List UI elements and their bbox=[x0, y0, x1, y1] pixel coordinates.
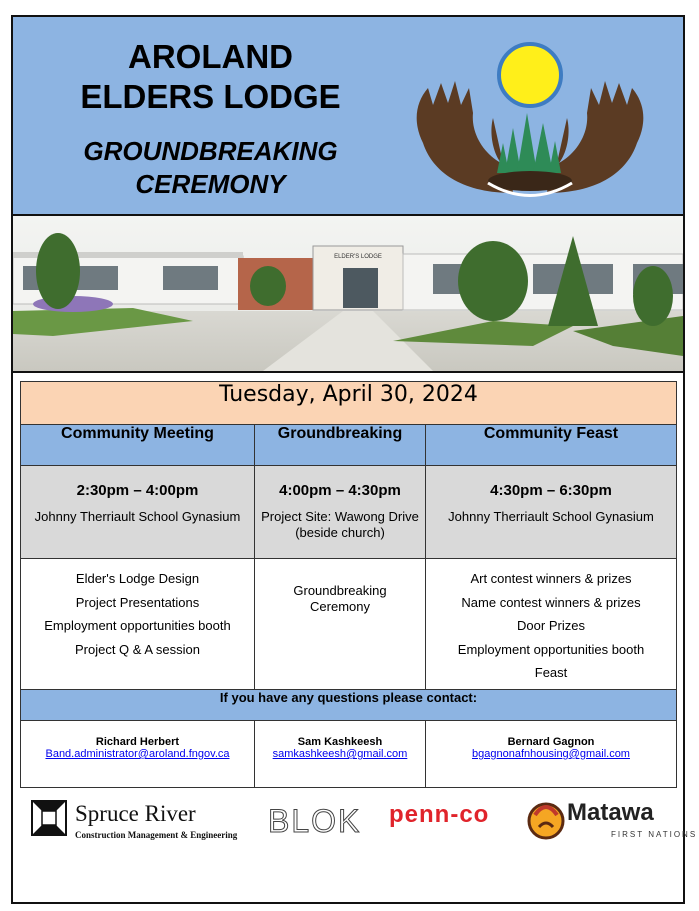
questions-heading: If you have any questions please contact: bbox=[21, 690, 677, 721]
contact-name: Bernard Gagnon bbox=[507, 736, 595, 748]
cell-feast-time bbox=[426, 466, 677, 559]
contact-name: Richard Herbert bbox=[95, 736, 180, 748]
building-rendering-image bbox=[13, 216, 683, 371]
questions-row bbox=[21, 690, 677, 721]
schedule-section bbox=[20, 381, 676, 788]
aroland-emblem-logo bbox=[393, 33, 667, 209]
sun-icon bbox=[499, 44, 561, 106]
contact-email-link[interactable]: samkashkeesh@gmail.com bbox=[272, 748, 408, 760]
spruce-river-icon bbox=[31, 800, 67, 836]
subtitle-line-1: GROUNDBREAKING bbox=[83, 136, 338, 166]
contacts-row bbox=[21, 721, 677, 788]
list-item: Project Presentations bbox=[75, 594, 200, 610]
feast-time: 4:30pm – 6:30pm bbox=[490, 482, 612, 499]
header-banner bbox=[13, 17, 683, 216]
meeting-time: 2:30pm – 4:00pm bbox=[76, 482, 199, 499]
contact-card bbox=[21, 721, 255, 788]
contact-email-link[interactable]: Band.administrator@aroland.fngov.ca bbox=[45, 748, 230, 760]
blok-name: BLOK bbox=[268, 803, 362, 839]
feast-location: Johnny Therriault School Gynasium bbox=[448, 509, 654, 524]
groundbreaking-activities bbox=[255, 559, 426, 690]
list-item: Door Prizes bbox=[517, 618, 585, 633]
poster-title bbox=[33, 37, 388, 117]
column-headings-row bbox=[21, 425, 677, 466]
title-line-2: ELDERS LODGE bbox=[80, 78, 341, 115]
list-item: Elder's Lodge Design bbox=[75, 571, 200, 586]
elders-lodge-rendering bbox=[13, 216, 683, 373]
title-line-1: AROLAND bbox=[128, 38, 293, 75]
matawa-logo bbox=[527, 795, 698, 853]
matawa-name: Matawa bbox=[567, 799, 654, 826]
spruce-river-logo bbox=[31, 795, 251, 853]
contact-card bbox=[255, 721, 426, 788]
matawa-emblem-icon bbox=[527, 797, 565, 843]
activities-row bbox=[21, 559, 677, 690]
groundbreaking-time: 4:00pm – 4:30pm bbox=[279, 482, 401, 499]
times-row bbox=[21, 466, 677, 559]
penn-co-logo bbox=[389, 795, 529, 853]
building-sign: ELDER'S LODGE bbox=[334, 254, 382, 260]
list-item: Project Q & A session bbox=[74, 641, 200, 657]
groundbreaking-location: Project Site: Wawong Drive (beside church) bbox=[261, 509, 419, 540]
spruce-river-tagline: Construction Management & Engineering bbox=[75, 830, 238, 840]
list-item: Employment opportunities booth bbox=[457, 641, 645, 657]
heading-community-feast: Community Feast bbox=[426, 425, 677, 466]
cell-meeting-time bbox=[21, 466, 255, 559]
date-row bbox=[21, 382, 677, 425]
meeting-location: Johnny Therriault School Gynasium bbox=[34, 509, 241, 524]
list-item: Art contest winners & prizes bbox=[470, 571, 632, 586]
event-date: Tuesday, April 30, 2024 bbox=[21, 382, 677, 425]
poster-subtitle bbox=[33, 135, 388, 201]
meeting-activities bbox=[21, 559, 255, 690]
contact-card bbox=[426, 721, 677, 788]
poster-frame bbox=[11, 15, 698, 904]
contact-name: Sam Kashkeesh bbox=[297, 736, 383, 748]
sponsor-logos bbox=[13, 795, 698, 853]
penn-co-name: penn-co bbox=[389, 801, 490, 828]
spruce-river-name: Spruce River bbox=[75, 801, 196, 826]
contact-email-link[interactable]: bgagnonafnhousing@gmail.com bbox=[472, 748, 630, 760]
list-item: Feast bbox=[534, 665, 568, 680]
subtitle-line-2: CEREMONY bbox=[135, 169, 286, 199]
heading-groundbreaking: Groundbreaking bbox=[255, 425, 426, 466]
cell-groundbreaking-time bbox=[255, 466, 426, 559]
feast-activities bbox=[426, 559, 677, 690]
tree-icons bbox=[497, 113, 561, 173]
list-item: Employment opportunities booth bbox=[44, 618, 231, 633]
heading-community-meeting: Community Meeting bbox=[21, 425, 255, 466]
list-item: Name contest winners & prizes bbox=[461, 594, 641, 610]
schedule-table bbox=[20, 381, 677, 788]
list-item: Groundbreaking Ceremony bbox=[293, 583, 387, 614]
blok-logo bbox=[268, 795, 378, 853]
matawa-tagline: FIRST NATIONS bbox=[611, 830, 698, 839]
